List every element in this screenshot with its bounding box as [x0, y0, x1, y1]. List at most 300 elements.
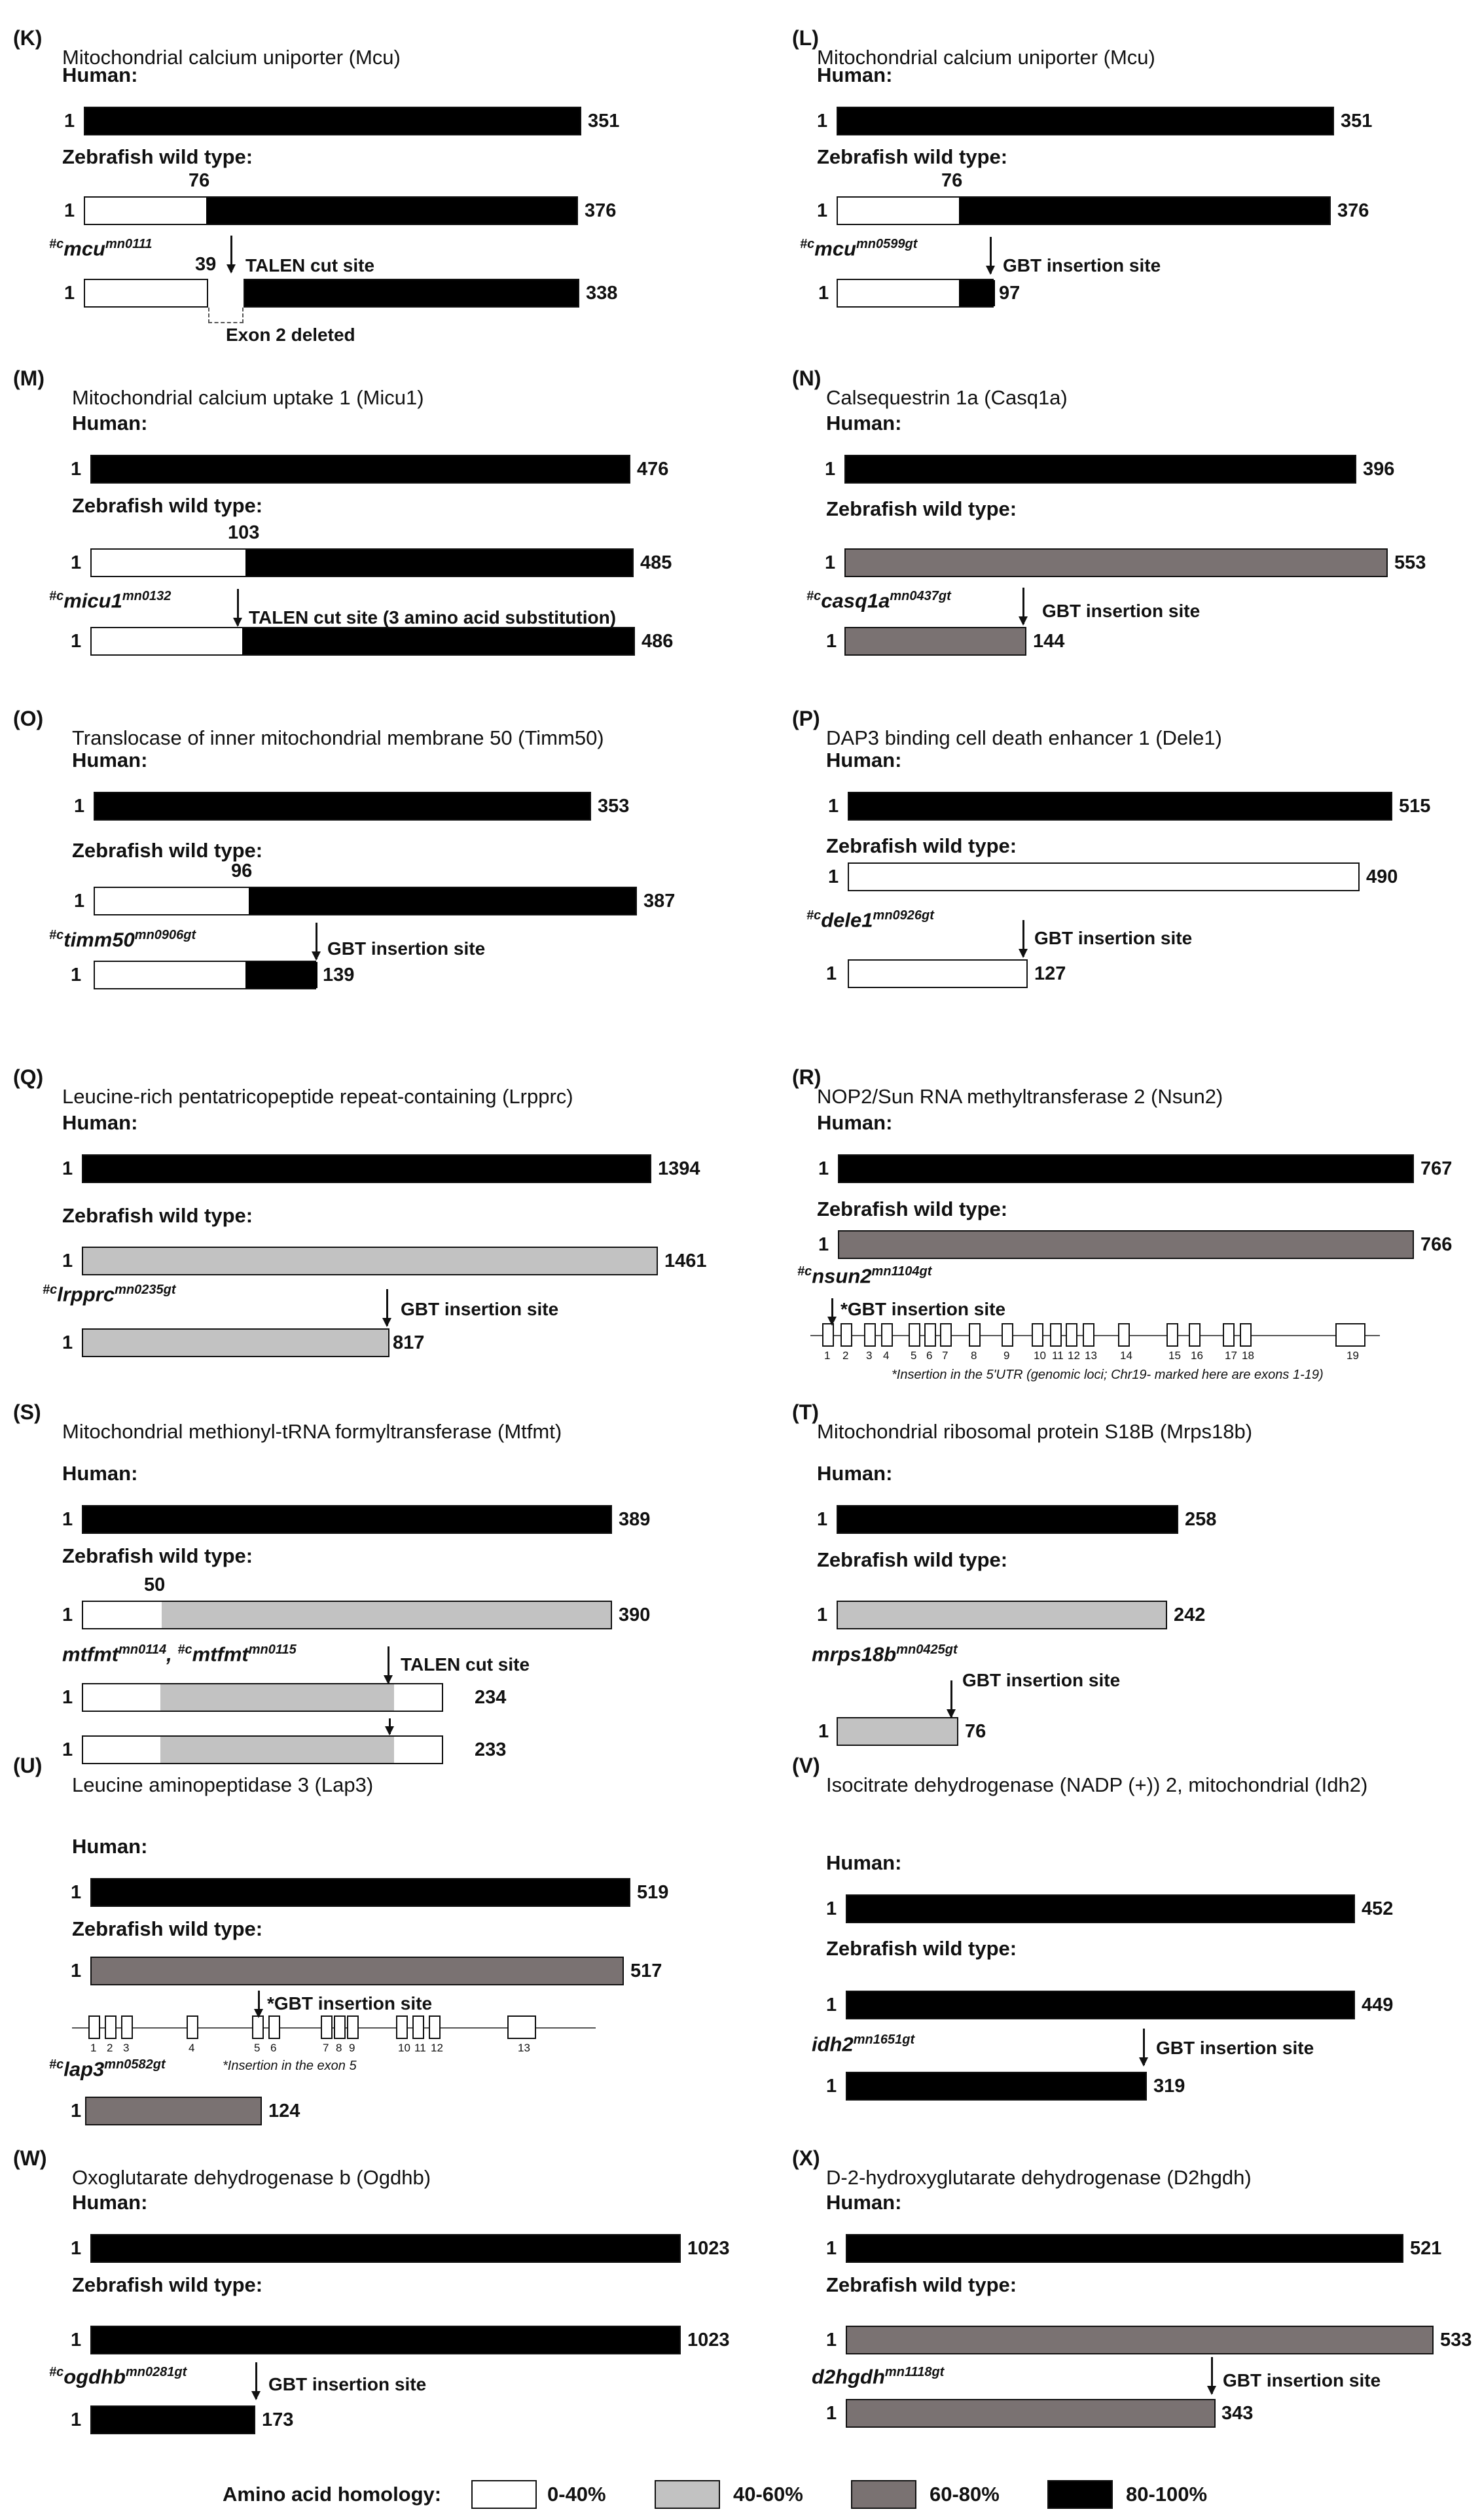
panel-t-mutant-bar	[837, 1717, 958, 1746]
mutant-separator: ,	[166, 1642, 172, 1666]
panel-m-wt-length: 485	[640, 552, 672, 573]
panel-k-deletion-bracket	[208, 308, 244, 323]
mutant-gene: mtfmt	[62, 1642, 119, 1666]
panel-k-mutant-bar-right	[244, 279, 579, 308]
panel-r-wt-start: 1	[818, 1234, 829, 1255]
panel-u-exon-number-7: 7	[323, 2042, 329, 2054]
panel-o-mutant-start: 1	[71, 965, 82, 985]
panel-n-letter: (N)	[792, 366, 822, 390]
panel-m-wt-start: 1	[71, 552, 82, 573]
panel-n-wt-start: 1	[825, 552, 836, 573]
panel-u-exon-10	[396, 2015, 408, 2039]
panel-q-mutant-bar	[82, 1328, 389, 1357]
panel-r-exon-12	[1066, 1323, 1077, 1347]
mutant-allele: mn0111	[105, 237, 153, 251]
panel-u-exon-1	[88, 2015, 100, 2039]
panel-x-mutant-bar	[846, 2399, 1216, 2428]
panel-s-insertion-arrow	[388, 1646, 389, 1683]
panel-s-mutant-bar	[82, 1683, 443, 1712]
panel-n-mutant-length: 144	[1033, 631, 1065, 652]
panel-u-mutant-length: 124	[268, 2101, 300, 2121]
panel-s-mutant-length: 234	[475, 1687, 507, 1708]
panel-u-insertion-note: *GBT insertion site	[267, 1993, 433, 2014]
panel-o-mutant-label	[49, 928, 196, 951]
panel-x-mutant-label	[812, 2365, 944, 2388]
panel-w-human-bar	[90, 2234, 681, 2263]
panel-x-mutant-length: 343	[1221, 2403, 1254, 2424]
panel-r-exon-17	[1223, 1323, 1235, 1347]
panel-w-title: Oxoglutarate dehydrogenase b (Ogdhb)	[72, 2166, 431, 2189]
panel-l-wt-length: 376	[1337, 200, 1369, 221]
panel-s-human-length: 389	[619, 1509, 651, 1530]
panel-r-exon-number-6: 6	[926, 1349, 933, 1362]
panel-x-wt-label: Zebrafish wild type:	[826, 2273, 1017, 2296]
panel-n-wt-length: 553	[1394, 552, 1426, 573]
legend-swatch-60-80	[851, 2480, 916, 2509]
panel-k-mutant-position: 39	[195, 254, 217, 275]
panel-s-mutant2-start: 1	[62, 1739, 73, 1760]
panel-m-wt-bar-segment-0	[92, 550, 245, 576]
panel-l-human-label: Human:	[817, 63, 893, 86]
panel-p-title: DAP3 binding cell death enhancer 1 (Dele1)	[826, 726, 1222, 749]
panel-n-title: Calsequestrin 1a (Casq1a)	[826, 386, 1068, 409]
mutant-gene: mcu	[63, 237, 105, 260]
panel-u-mutant-start: 1	[71, 2101, 82, 2121]
panel-u-letter: (U)	[13, 1754, 43, 1777]
panel-t-human-start: 1	[817, 1509, 828, 1530]
panel-v-insertion-arrow	[1143, 2029, 1145, 2065]
panel-r-exon-1	[822, 1323, 834, 1347]
panel-u-exon-8	[334, 2015, 346, 2039]
panel-r-exon-number-2: 2	[842, 1349, 849, 1362]
panel-w-wt-bar	[90, 2326, 681, 2354]
mutant-allele: mn0235gt	[115, 1283, 176, 1297]
panel-r-exon-number-7: 7	[942, 1349, 949, 1362]
panel-n-human-length: 396	[1363, 459, 1395, 480]
panel-t-human-length: 258	[1185, 1509, 1217, 1530]
panel-r-exon-4	[881, 1323, 893, 1347]
mutant-allele: mn0599gt	[856, 237, 918, 251]
panel-l-mutant-label	[800, 237, 917, 260]
mutant-gene: casq1a	[821, 589, 890, 612]
panel-r-exon-8	[969, 1323, 981, 1347]
panel-v-letter: (V)	[792, 1754, 820, 1777]
panel-v-mutant-label	[812, 2032, 914, 2056]
panel-q-human-label: Human:	[62, 1111, 138, 1134]
panel-m-title: Mitochondrial calcium uptake 1 (Micu1)	[72, 386, 424, 409]
panel-o-title: Translocase of inner mitochondrial membrane 50 (Timm50)	[72, 726, 604, 749]
panel-q-mutant-label	[43, 1283, 175, 1306]
panel-o-mutant-bar	[94, 961, 316, 989]
panel-o-human-length: 353	[598, 796, 630, 817]
panel-s-human-start: 1	[62, 1509, 73, 1530]
panel-w-human-label: Human:	[72, 2191, 148, 2214]
panel-u-exon-number-8: 8	[336, 2042, 342, 2054]
panel-l-human-bar	[837, 107, 1334, 135]
panel-s-mutant-start: 1	[62, 1687, 73, 1708]
panel-k-human-bar	[84, 107, 581, 135]
panel-q-insertion-arrow	[386, 1289, 388, 1326]
panel-r-insertion-arrow	[831, 1298, 833, 1324]
panel-s-mutant-label	[62, 1642, 297, 1666]
panel-s-wt-bar-segment-0	[83, 1602, 162, 1628]
panel-l-mutant-start: 1	[818, 283, 829, 304]
panel-r-human-bar	[838, 1154, 1414, 1183]
panel-r-footnote: *Insertion in the 5'UTR (genomic loci; Chr19- marked here are exons 1-19)	[892, 1368, 1324, 1382]
panel-u-exon-12	[429, 2015, 441, 2039]
mutant-allele: mn1104gt	[871, 1264, 932, 1279]
panel-o-wt-bar-segment-0	[95, 888, 249, 914]
panel-x-letter: (X)	[792, 2146, 820, 2170]
panel-n-wt-bar	[844, 548, 1388, 577]
panel-k-mutant-bar-left	[84, 279, 208, 308]
panel-u-exon-number-3: 3	[123, 2042, 130, 2054]
panel-p-mutant-start: 1	[826, 963, 837, 984]
mutant-allele: mn0926gt	[873, 908, 934, 923]
panel-u-exon-5	[252, 2015, 264, 2039]
panel-r-exon-number-14: 14	[1120, 1349, 1132, 1362]
mutant-gene: dele1	[821, 908, 873, 932]
panel-k-title: Mitochondrial calcium uniporter (Mcu)	[62, 46, 401, 69]
panel-p-insertion-note: GBT insertion site	[1034, 928, 1193, 948]
panel-r-exon-number-13: 13	[1085, 1349, 1097, 1362]
panel-r-exon-3	[864, 1323, 876, 1347]
panel-q-human-bar	[82, 1154, 651, 1183]
panel-r-human-label: Human:	[817, 1111, 893, 1134]
panel-r-wt-length: 766	[1420, 1234, 1453, 1255]
panel-r-exon-number-1: 1	[824, 1349, 831, 1362]
panel-q-letter: (Q)	[13, 1065, 44, 1089]
panel-v-wt-start: 1	[826, 1995, 837, 2015]
panel-u-human-bar	[90, 1878, 630, 1907]
panel-n-mutant-bar	[844, 627, 1026, 656]
panel-q-wt-bar	[82, 1247, 658, 1275]
panel-r-exon-number-10: 10	[1034, 1349, 1046, 1362]
mutant-prefix: #c	[49, 928, 64, 942]
panel-m-mutant-bar-segment-0	[92, 628, 242, 654]
panel-t-human-label: Human:	[817, 1462, 893, 1485]
panel-o-wt-bar	[94, 887, 637, 915]
panel-t-wt-length: 242	[1174, 1605, 1206, 1625]
panel-t-title: Mitochondrial ribosomal protein S18B (Mrps18b)	[817, 1420, 1253, 1443]
panel-w-insertion-note: GBT insertion site	[268, 2374, 427, 2394]
panel-o-wt-length: 387	[643, 891, 676, 912]
mutant-prefix: #c	[797, 1264, 812, 1279]
panel-p-human-bar	[848, 792, 1392, 821]
mutant-gene: micu1	[63, 589, 122, 612]
panel-u-exon-number-11: 11	[414, 2042, 426, 2054]
panel-t-mutant-length: 76	[965, 1721, 986, 1742]
panel-k-wt-label: Zebrafish wild type:	[62, 145, 253, 168]
panel-l-title: Mitochondrial calcium uniporter (Mcu)	[817, 46, 1155, 69]
panel-t-mutant-label	[812, 1642, 958, 1666]
panel-m-human-start: 1	[71, 459, 82, 480]
mutant-allele: mn0582gt	[104, 2057, 166, 2072]
panel-m-human-label: Human:	[72, 412, 148, 435]
panel-r-insertion-note: *GBT insertion site	[840, 1299, 1006, 1319]
panel-w-human-start: 1	[71, 2238, 82, 2259]
panel-v-mutant-bar	[846, 2072, 1147, 2101]
panel-p-human-length: 515	[1399, 796, 1431, 817]
panel-k-wt-start: 1	[64, 200, 75, 221]
panel-u-exon-3	[121, 2015, 133, 2039]
panel-v-human-label: Human:	[826, 1851, 902, 1874]
panel-r-title: NOP2/Sun RNA methyltransferase 2 (Nsun2)	[817, 1085, 1223, 1108]
panel-s-insertion-note: TALEN cut site	[401, 1654, 530, 1675]
panel-k-mutant-start: 1	[64, 283, 75, 304]
mutant-gene: nsun2	[812, 1264, 872, 1288]
panel-r-exon-number-18: 18	[1242, 1349, 1254, 1362]
panel-n-human-start: 1	[825, 459, 836, 480]
panel-k-wt-bar	[84, 196, 578, 225]
panel-l-human-start: 1	[817, 111, 828, 132]
panel-m-insertion-note: TALEN cut site (3 amino acid substitution)	[249, 607, 617, 628]
panel-q-human-start: 1	[62, 1158, 73, 1179]
panel-r-exon-number-8: 8	[971, 1349, 977, 1362]
panel-x-insertion-note: GBT insertion site	[1223, 2370, 1381, 2390]
panel-q-mutant-length: 817	[393, 1332, 425, 1353]
panel-q-human-length: 1394	[658, 1158, 700, 1179]
panel-k-deletion-note: Exon 2 deleted	[226, 325, 355, 345]
panel-q-insertion-note: GBT insertion site	[401, 1299, 559, 1319]
panel-r-exon-9	[1002, 1323, 1013, 1347]
panel-u-exon-number-1: 1	[90, 2042, 97, 2054]
panel-w-wt-length: 1023	[687, 2330, 730, 2351]
legend-swatch-40-60	[655, 2480, 720, 2509]
panel-p-wt-label: Zebrafish wild type:	[826, 834, 1017, 857]
panel-x-title: D-2-hydroxyglutarate dehydrogenase (D2hgdh)	[826, 2166, 1252, 2189]
panel-x-wt-bar	[846, 2326, 1434, 2354]
panel-k-wt-length: 376	[585, 200, 617, 221]
mutant-prefix: #c	[800, 237, 815, 251]
panel-r-exon-number-3: 3	[866, 1349, 873, 1362]
panel-s-split-position: 50	[144, 1574, 166, 1595]
panel-u-exon-number-6: 6	[270, 2042, 277, 2054]
panel-s-human-label: Human:	[62, 1462, 138, 1485]
panel-r-wt-bar	[838, 1230, 1414, 1259]
legend-swatch-0-40	[471, 2480, 537, 2509]
mutant-gene-2: mtfmt	[192, 1642, 249, 1666]
mutant-allele: mn0114	[118, 1642, 167, 1657]
panel-q-wt-start: 1	[62, 1251, 73, 1271]
legend-label-60-80: 60-80%	[930, 2483, 1000, 2506]
panel-s-wt-length: 390	[619, 1605, 651, 1625]
panel-r-exon-number-5: 5	[911, 1349, 917, 1362]
panel-k-insertion-note: TALEN cut site	[245, 255, 375, 275]
panel-m-human-bar	[90, 455, 630, 484]
mutant-prefix: #c	[806, 589, 822, 603]
mutant-prefix: #c	[49, 2365, 64, 2379]
panel-r-exon-2	[840, 1323, 852, 1347]
panel-l-wt-bar	[837, 196, 1331, 225]
panel-m-human-length: 476	[637, 459, 669, 480]
panel-o-human-start: 1	[74, 796, 85, 817]
panel-u-wt-label: Zebrafish wild type:	[72, 1917, 263, 1940]
panel-u-footnote: *Insertion in the exon 5	[223, 2059, 357, 2073]
panel-s-wt-label: Zebrafish wild type:	[62, 1544, 253, 1567]
panel-r-exon-number-4: 4	[883, 1349, 890, 1362]
panel-r-exon-number-12: 12	[1068, 1349, 1080, 1362]
panel-n-insertion-arrow	[1022, 588, 1024, 624]
panel-r-wt-label: Zebrafish wild type:	[817, 1198, 1008, 1220]
panel-p-wt-length: 490	[1366, 866, 1398, 887]
panel-u-title: Leucine aminopeptidase 3 (Lap3)	[72, 1773, 374, 1796]
panel-o-mutant-length: 139	[323, 965, 355, 985]
panel-r-exon-number-15: 15	[1168, 1349, 1181, 1362]
panel-k-split-position: 76	[189, 170, 210, 191]
mutant-gene: mcu	[814, 237, 856, 260]
panel-p-letter: (P)	[792, 707, 820, 730]
panel-r-exon-6	[924, 1323, 936, 1347]
panel-l-insertion-arrow	[990, 237, 992, 274]
panel-t-wt-label: Zebrafish wild type:	[817, 1548, 1008, 1571]
panel-q-mutant-start: 1	[62, 1332, 73, 1353]
panel-l-wt-bar-segment-0	[838, 198, 959, 224]
panel-n-mutant-label	[806, 589, 951, 612]
panel-s-human-bar	[82, 1505, 612, 1534]
panel-r-exon-16	[1189, 1323, 1201, 1347]
panel-u-exon-9	[347, 2015, 359, 2039]
panel-v-mutant-start: 1	[826, 2076, 837, 2097]
panel-r-human-start: 1	[818, 1158, 829, 1179]
panel-m-mutant-length: 486	[642, 631, 674, 652]
panel-r-exon-number-16: 16	[1191, 1349, 1203, 1362]
panel-w-letter: (W)	[13, 2146, 47, 2170]
panel-v-wt-label: Zebrafish wild type:	[826, 1937, 1017, 1960]
panel-u-mutant-bar	[85, 2097, 262, 2125]
mutant-prefix: #c	[49, 237, 64, 251]
panel-w-wt-start: 1	[71, 2330, 82, 2351]
mutant-prefix: #c	[49, 2057, 64, 2072]
panel-v-human-bar	[846, 1894, 1355, 1923]
mutant-gene: lrpprc	[57, 1283, 115, 1306]
panel-l-wt-label: Zebrafish wild type:	[817, 145, 1008, 168]
mutant-allele: mn0437gt	[890, 589, 951, 603]
panel-l-insertion-note: GBT insertion site	[1003, 255, 1161, 275]
panel-r-exon-13	[1083, 1323, 1094, 1347]
mutant-prefix: #c	[43, 1283, 58, 1297]
mutant-allele: mn0425gt	[896, 1642, 958, 1657]
panel-u-exon-number-4: 4	[189, 2042, 195, 2054]
panel-u-human-start: 1	[71, 1882, 82, 1903]
panel-s-mutant-bar-segment-0	[160, 1684, 394, 1711]
panel-v-wt-bar	[846, 1991, 1355, 2019]
panel-x-human-start: 1	[826, 2238, 837, 2259]
mutant-allele: mn0281gt	[125, 2365, 187, 2379]
panel-p-mutant-label	[806, 908, 934, 932]
panel-v-wt-length: 449	[1362, 1995, 1394, 2015]
mutant-gene: mrps18b	[812, 1642, 897, 1666]
panel-u-human-label: Human:	[72, 1835, 148, 1858]
panel-m-letter: (M)	[13, 366, 45, 390]
panel-p-insertion-arrow	[1022, 920, 1024, 957]
panel-l-human-length: 351	[1341, 111, 1373, 132]
panel-t-letter: (T)	[792, 1400, 819, 1424]
legend-label-0-40: 0-40%	[547, 2483, 606, 2506]
panel-o-human-label: Human:	[72, 749, 148, 772]
panel-p-wt-start: 1	[828, 866, 839, 887]
panel-n-insertion-note: GBT insertion site	[1042, 601, 1201, 621]
panel-l-mutant-length: 97	[999, 283, 1021, 304]
panel-v-insertion-note: GBT insertion site	[1156, 2038, 1314, 2058]
panel-u-exon-11	[412, 2015, 424, 2039]
panel-p-human-start: 1	[828, 796, 839, 817]
legend-title: Amino acid homology:	[223, 2483, 442, 2506]
panel-l-letter: (L)	[792, 26, 819, 50]
panel-u-exon-number-10: 10	[398, 2042, 410, 2054]
panel-u-exon-2	[105, 2015, 117, 2039]
panel-u-exon-number-2: 2	[107, 2042, 113, 2054]
panel-k-letter: (K)	[13, 26, 43, 50]
panel-s-mutant2-bar	[82, 1735, 443, 1764]
panel-w-wt-label: Zebrafish wild type:	[72, 2273, 263, 2296]
panel-n-wt-label: Zebrafish wild type:	[826, 497, 1017, 520]
mutant-allele: mn0906gt	[134, 928, 196, 942]
panel-x-human-length: 521	[1410, 2238, 1442, 2259]
panel-u-exon-7	[321, 2015, 333, 2039]
panel-l-wt-start: 1	[817, 200, 828, 221]
panel-t-wt-start: 1	[817, 1605, 828, 1625]
panel-v-title: Isocitrate dehydrogenase (NADP (+)) 2, mitochondrial (Idh2)	[826, 1773, 1368, 1796]
panel-r-exon-number-11: 11	[1052, 1349, 1064, 1362]
panel-l-mutant-bar-segment-0	[959, 280, 995, 306]
panel-m-split-position: 103	[228, 522, 260, 543]
mutant-gene: idh2	[812, 2032, 854, 2056]
panel-u-mutant-label	[49, 2057, 166, 2081]
panel-s-letter: (S)	[13, 1400, 41, 1424]
panel-q-wt-label: Zebrafish wild type:	[62, 1204, 253, 1227]
panel-n-mutant-start: 1	[826, 631, 837, 652]
panel-x-mutant-start: 1	[826, 2403, 837, 2424]
mutant-gene: d2hgdh	[812, 2365, 885, 2388]
panel-u-wt-length: 517	[630, 1961, 662, 1981]
panel-p-human-label: Human:	[826, 749, 902, 772]
panel-r-exon-5	[909, 1323, 920, 1347]
panel-w-mutant-label	[49, 2365, 187, 2388]
panel-r-exon-15	[1166, 1323, 1178, 1347]
panel-u-exon-number-5: 5	[254, 2042, 261, 2054]
panel-r-human-length: 767	[1420, 1158, 1453, 1179]
panel-r-exon-7	[940, 1323, 952, 1347]
panel-r-exon-19	[1335, 1323, 1365, 1347]
panel-s-title: Mitochondrial methionyl-tRNA formyltransferase (Mtfmt)	[62, 1420, 562, 1443]
panel-k-wt-bar-segment-0	[85, 198, 206, 224]
panel-o-wt-start: 1	[74, 891, 85, 912]
panel-r-exon-number-9: 9	[1003, 1349, 1010, 1362]
panel-s-mutant2-length: 233	[475, 1739, 507, 1760]
panel-m-mutant-bar	[90, 627, 635, 656]
panel-k-human-label: Human:	[62, 63, 138, 86]
panel-r-exon-11	[1050, 1323, 1062, 1347]
panel-o-mutant-bar-segment-0	[245, 962, 317, 988]
panel-u-exon-number-12: 12	[431, 2042, 443, 2054]
panel-m-mutant-label	[49, 589, 171, 612]
panel-m-mutant-start: 1	[71, 631, 82, 652]
panel-s-wt-bar	[82, 1601, 612, 1629]
panel-u-exon-number-9: 9	[349, 2042, 355, 2054]
panel-p-mutant-length: 127	[1034, 963, 1066, 984]
panel-m-wt-label: Zebrafish wild type:	[72, 494, 263, 517]
panel-u-wt-bar	[90, 1957, 624, 1985]
panel-s-wt-start: 1	[62, 1605, 73, 1625]
mutant-allele-2: mn0115	[248, 1642, 297, 1657]
panel-r-gene-line	[810, 1335, 1380, 1336]
legend-swatch-80-100	[1047, 2480, 1113, 2509]
panel-u-exon-4	[187, 2015, 198, 2039]
panel-l-split-position: 76	[941, 170, 963, 191]
panel-t-human-bar	[837, 1505, 1178, 1534]
panel-u-exon-number-13: 13	[518, 2042, 530, 2054]
